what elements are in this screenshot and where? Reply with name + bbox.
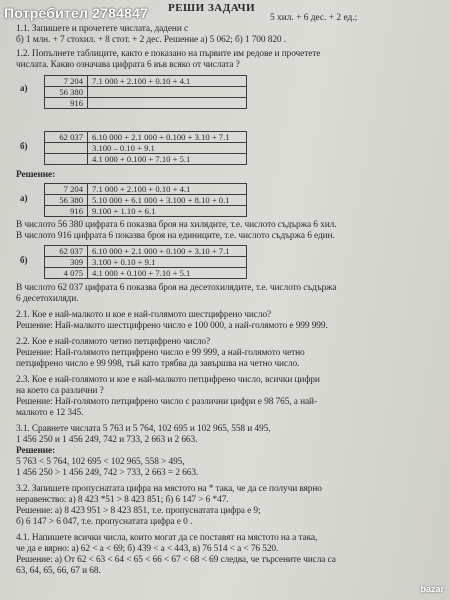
table-row <box>45 195 247 206</box>
table-cell: 3.100 + 0.10 + 9.1 <box>88 257 247 268</box>
text-line: 2.2. Кое е най-голямото четно петцифрено число? <box>16 337 211 347</box>
page-title: РЕШИ ЗАДАЧИ <box>168 2 256 14</box>
table-cell: 9.100 + 1.10 + 6.1 <box>88 206 247 217</box>
table-row <box>45 246 247 257</box>
text-line: числата. Какво означава цифрата 6 във всяко от числата ? <box>16 60 240 70</box>
table-cell: 7.1 000 + 2.100 + 0.10 + 4.1 <box>88 76 247 87</box>
table-row <box>45 154 247 165</box>
text-line: Решение: Най-голямото петцифрено число с различни цифри е 98 765, а най- <box>16 397 317 407</box>
text-line: че да е вярно: а) 62 < а < 69; б) 439 < а < 443, в) 76 514 < а < 76 520. <box>16 544 279 554</box>
solution-table-b <box>44 245 247 279</box>
text-line: 3.2. Запишете пропуснатата цифра на мястото на * така, че да се получи вярно <box>16 484 322 494</box>
text-line: В числото 56 380 цифрата 6 показва броя на хилядите, т.е. числото съдържа 6 хил. <box>16 220 337 230</box>
table-cell: 6.10 000 + 2.1 000 + 0.100 + 3.10 + 7.1 <box>88 246 247 257</box>
text-line: неравенство: а) 8 423 *51 > 8 423 851; б) 6 147 > 6 *47. <box>16 495 229 505</box>
table-cell <box>45 154 88 165</box>
text-line: 1 456 250 и 1 456 249, 742 и 733, 2 663 и 2 663. <box>16 435 198 445</box>
table-cell: 4.1 000 + 0.100 + 7.10 + 5.1 <box>88 154 247 165</box>
text-line: петцифрено число е 99 998, тъй като трябва да завършва на четно число. <box>16 359 300 369</box>
text-line: В числото 916 цифрата 6 показва броя на единиците, т.е. числото съдържа 6 един. <box>16 231 335 241</box>
table-cell: 4.1 000 + 0.100 + 7.10 + 5.1 <box>88 268 247 279</box>
text-line: 6 десетохиляди. <box>16 294 79 304</box>
table-cell: 7.1 000 + 2.100 + 0.10 + 4.1 <box>88 184 247 195</box>
header-fragment: 5 хил. + 6 дес. + 2 ед.; <box>270 13 358 23</box>
table-cell: 56 380 <box>45 87 88 98</box>
table-label: б) <box>20 141 28 151</box>
table-cell <box>45 143 88 154</box>
table-row <box>45 98 247 109</box>
site-logo: bazar <box>420 584 444 594</box>
table-cell: 56 380 <box>45 195 88 206</box>
table-label: б) <box>20 255 28 265</box>
text-line: б) 6 147 > 6 047, т.е. пропуснатата цифра е 0 . <box>16 517 193 527</box>
table-row <box>45 132 247 143</box>
table-cell: 309 <box>45 257 88 268</box>
table-cell: 7 204 <box>45 184 88 195</box>
text-line: 5 763 < 5 764, 102 695 < 102 965, 558 > 495, <box>16 457 185 467</box>
text-line: б) 1 млн. + 7 стохил. + 8 стот. + 2 дес. Решение а) 5 062; б) 1 700 820 . <box>16 35 286 45</box>
table-label: а) <box>20 83 28 93</box>
table-cell: 5.10 000 + 6.1 000 + 3.100 + 8.10 + 0.1 <box>88 195 247 206</box>
solution-heading: Решение: <box>16 170 56 180</box>
table-label: а) <box>20 193 28 203</box>
table-row <box>45 143 247 154</box>
table-row <box>45 184 247 195</box>
text-line: Решение: а) От 62 < 63 < 64 < 65 < 66 < 67 < 68 < 69 следва, че търсените числа са <box>16 555 336 565</box>
user-watermark: Потребител 2784847 <box>4 5 149 21</box>
table-cell: 7 204 <box>45 76 88 87</box>
text-line: 3.1. Сравнете числата 5 763 и 5 764, 102 695 и 102 965, 558 и 495, <box>16 424 271 434</box>
table-row <box>45 76 247 87</box>
text-line: малкото е 12 345. <box>16 408 84 418</box>
table-row <box>45 87 247 98</box>
table-row <box>45 257 247 268</box>
text-line: 2.1. Кое е най-малкото и кое е най-голямото шестцифрено число? <box>16 310 272 320</box>
text-line: Решение: <box>16 446 56 456</box>
table-row <box>45 206 247 217</box>
text-line: 4.1. Напишете всички числа, които могат да се поставят на мястото на а така, <box>16 533 318 543</box>
solution-table-a <box>44 183 247 217</box>
text-line: Решение: а) 8 423 951 > 8 423 851, т.е. пропуснатата цифра е 9; <box>16 506 261 516</box>
text-line: Решение: Най-малкото шестцифрено число е 100 000, а най-голямото е 999 999. <box>16 321 328 331</box>
text-line: на което са различни ? <box>16 386 104 396</box>
exercise-table-b <box>44 131 247 165</box>
text-line: Решение: Най-голямото петцифрено число е 99 999, а най-голямото четно <box>16 348 305 358</box>
text-line: 1.1. Запишете и прочетете числата, дадени с <box>16 24 189 34</box>
table-cell: 4 075 <box>45 268 88 279</box>
table-cell: 3.100 – 0.10 + 9.1 <box>88 143 247 154</box>
text-line: 63, 64, 65, 66, 67 и 68. <box>16 566 101 576</box>
table-cell: 916 <box>45 206 88 217</box>
table-cell: 62 037 <box>45 132 88 143</box>
text-line: 1.2. Попълнете таблиците, както е показано на първите им редове и прочетете <box>16 49 321 59</box>
text-line: В числото 62 037 цифрата 6 показва броя на десетохилядите, т.е. числото съдържа <box>16 283 337 293</box>
table-cell: 62 037 <box>45 246 88 257</box>
table-cell: 916 <box>45 98 88 109</box>
table-cell: 6.10 000 + 2.1 000 + 0.100 + 3.10 + 7.1 <box>88 132 247 143</box>
table-cell <box>88 98 247 109</box>
table-row <box>45 268 247 279</box>
text-line: 2.3. Кое е най-голямото и кое е най-малкото петцифрено число, всички цифри <box>16 375 320 385</box>
table-cell <box>88 87 247 98</box>
exercise-table-a <box>44 75 247 109</box>
text-line: 1 456 250 > 1 456 249, 742 > 733, 2 663 = 2 663. <box>16 468 199 478</box>
